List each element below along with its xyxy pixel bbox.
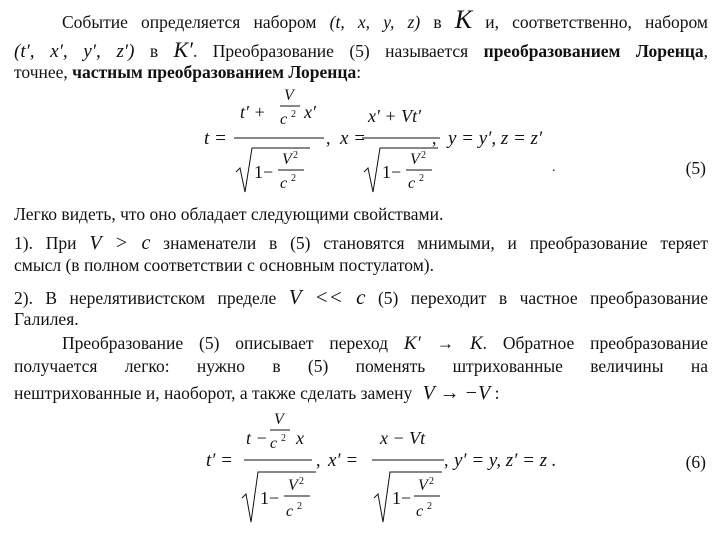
text: знаменатели в (5) становятся мнимыми, и преобразование теряет	[163, 233, 709, 253]
svg-text:2: 2	[293, 150, 298, 161]
svg-text:c: c	[408, 175, 416, 192]
math-replacement: V → −V	[422, 382, 491, 404]
para1-line3	[14, 62, 708, 82]
text: :	[494, 383, 500, 403]
math-condition: V > c	[89, 232, 151, 254]
svg-text:x′ =: x′ =	[328, 450, 359, 471]
svg-text:t −: t −	[246, 428, 268, 448]
svg-text:t =: t =	[204, 128, 227, 149]
para4-line2	[14, 309, 708, 329]
arrow-icon: →	[436, 333, 455, 353]
para1-line2	[14, 37, 709, 62]
svg-text:2: 2	[299, 476, 304, 487]
svg-text:c: c	[286, 503, 294, 520]
svg-text:x′ + Vt′: x′ + Vt′	[368, 106, 422, 126]
svg-text:x =: x =	[340, 128, 367, 149]
term-special-lorentz-transform: частным преобразованием Лоренца	[72, 62, 357, 82]
text: Событие определяется набором	[62, 12, 317, 32]
svg-text:,: ,	[326, 128, 331, 148]
svg-text:1−: 1−	[260, 488, 280, 508]
svg-text:y′ = y, z′ = z .: y′ = y, z′ = z .	[454, 450, 557, 471]
svg-text:2: 2	[421, 150, 426, 161]
text: При	[45, 233, 77, 253]
svg-text:t′ =: t′ =	[206, 450, 234, 471]
para3-line2	[14, 255, 708, 275]
para5-line2	[14, 356, 708, 376]
text: точнее,	[14, 62, 68, 82]
text: получается легко: нужно в (5) поменять штрихованные величины на	[14, 356, 708, 376]
svg-text:V: V	[410, 151, 420, 168]
svg-text:V: V	[418, 477, 428, 494]
text: . Преобразование (5) называется	[192, 41, 469, 61]
svg-text:,: ,	[444, 450, 449, 470]
svg-text:,: ,	[316, 450, 321, 470]
text: .	[552, 160, 556, 175]
para5-line3	[14, 383, 708, 403]
svg-text:1−: 1−	[392, 488, 412, 508]
svg-text:2: 2	[291, 173, 296, 184]
math-frame-k-prime: K′	[173, 37, 193, 62]
para5-line1	[62, 333, 708, 354]
svg-text:x′: x′	[304, 102, 316, 122]
term-lorentz-transform: преобразованием Лоренца	[483, 41, 704, 61]
math-frame-k-prime: K′	[403, 333, 421, 354]
equation-5-number: (5)	[685, 158, 706, 178]
math-frame-k: K	[454, 5, 473, 34]
text: нештрихованные и, наоборот, а также сделать замену	[14, 383, 413, 403]
para4-line1	[14, 287, 708, 308]
text: :	[356, 62, 362, 82]
text: и, соответственно, набором	[485, 12, 708, 32]
text: ,	[703, 41, 709, 61]
svg-text:2: 2	[297, 501, 302, 512]
svg-text:V: V	[284, 87, 294, 104]
text: Галилея.	[14, 309, 79, 329]
list-number: 2).	[14, 288, 33, 308]
math-condition: V << c	[288, 285, 366, 309]
para2	[14, 204, 708, 224]
text: в	[149, 41, 159, 61]
svg-text:y = y′, z = z′: y = y′, z = z′	[448, 128, 543, 149]
svg-text:2: 2	[291, 109, 296, 120]
text: В нерелятивистском пределе	[45, 288, 277, 308]
svg-text:x: x	[296, 428, 304, 448]
math-frame-k: K	[469, 333, 483, 354]
svg-text:c: c	[280, 175, 288, 192]
svg-text:c: c	[270, 435, 278, 452]
svg-text:,: ,	[432, 128, 437, 148]
svg-text:V: V	[282, 151, 292, 168]
svg-text:2: 2	[427, 501, 432, 512]
text: . Обратное преобразование	[482, 333, 709, 353]
svg-text:V: V	[274, 411, 284, 428]
svg-text:2: 2	[429, 476, 434, 487]
svg-text:t′ +: t′ +	[240, 102, 266, 122]
text: в	[433, 12, 442, 32]
math-tuple-unprimed: (t, x, y, z)	[329, 12, 421, 32]
equation-6-number: (6)	[685, 452, 706, 472]
text: смысл (в полном соответствии с основным постулатом).	[14, 255, 434, 275]
equation-6	[204, 408, 584, 534]
para1-line1	[14, 5, 708, 34]
svg-text:2: 2	[419, 173, 424, 184]
svg-text:1−: 1−	[254, 162, 274, 182]
para3-line1	[14, 233, 708, 253]
equation-5	[200, 86, 600, 198]
text: (5) переходит в частное преобразование	[377, 288, 708, 308]
svg-text:V: V	[288, 477, 298, 494]
math-tuple-primed: (t′, x′, y′, z′)	[14, 41, 135, 62]
svg-text:2: 2	[281, 433, 286, 444]
text: Легко видеть, что оно обладает следующими свойствами.	[14, 204, 444, 224]
svg-text:c: c	[280, 111, 288, 128]
svg-text:c: c	[416, 503, 424, 520]
text: Преобразование (5) описывает переход	[62, 333, 389, 353]
svg-text:1−: 1−	[382, 162, 402, 182]
svg-text:x − Vt: x − Vt	[380, 428, 426, 448]
list-number: 1).	[14, 233, 33, 253]
